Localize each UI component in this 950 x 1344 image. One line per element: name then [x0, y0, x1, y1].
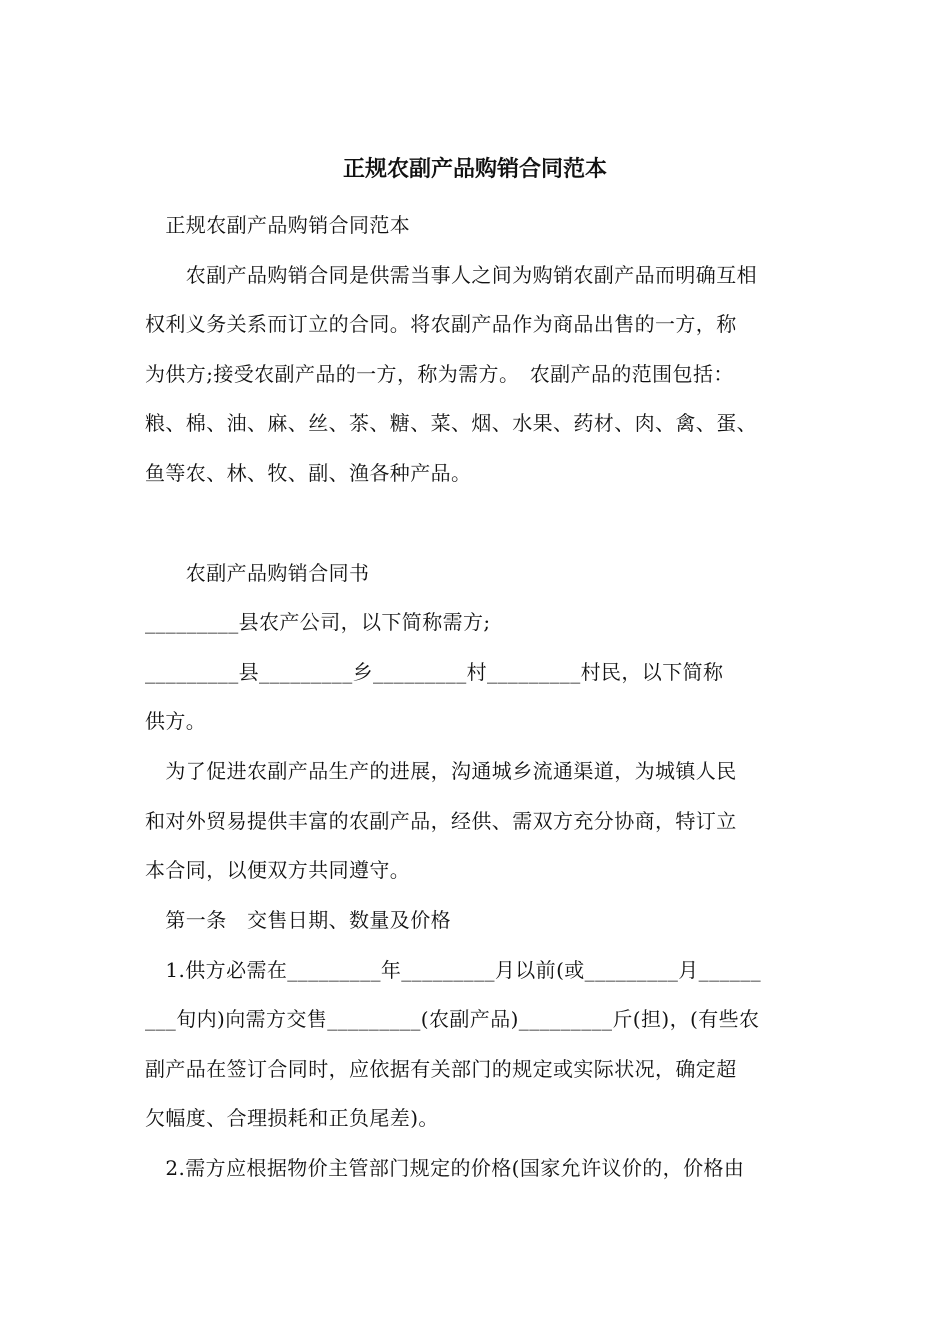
- buyer-line: _________县农产公司，以下简称需方;: [145, 610, 491, 634]
- paragraph-line: 为供方;接受农副产品的一方，称为需方。 农副产品的范围包括：: [145, 362, 734, 386]
- paragraph-line: 粮、棉、油、麻、丝、茶、糖、菜、烟、水果、药材、肉、禽、蛋、: [145, 411, 757, 435]
- clause-line: 1.供方必需在_________年_________月以前(或_________月______: [145, 958, 762, 982]
- clause-line: 副产品在签订合同时，应依据有关部门的规定或实际状况，确定超: [145, 1057, 737, 1081]
- clause-line: 欠幅度、合理损耗和正负尾差)。: [145, 1106, 439, 1130]
- document-title: 正规农副产品购销合同范本: [342, 157, 607, 182]
- supplier-line: _________县_________乡_________村_________村民，以下简称: [145, 660, 724, 684]
- paragraph-line: 鱼等农、林、牧、副、渔各种产品。: [145, 461, 472, 485]
- paragraph-line: 为了促进农副产品生产的进展，沟通城乡流通渠道，为城镇人民: [145, 759, 737, 783]
- doc-subtitle-line: 正规农副产品购销合同范本: [145, 213, 411, 237]
- article-heading-line: 第一条 交售日期、数量及价格: [145, 908, 451, 932]
- supplier-line-cont: 供方。: [145, 709, 207, 733]
- contract-heading-line: 农副产品购销合同书: [145, 561, 370, 585]
- paragraph-line: 和对外贸易提供丰富的农副产品，经供、需双方充分协商，特订立: [145, 809, 737, 833]
- paragraph-line: 农副产品购销合同是供需当事人之间为购销农副产品而明确互相: [145, 263, 757, 287]
- paragraph-line: 本合同，以便双方共同遵守。: [145, 858, 411, 882]
- clause-line: ___旬内)向需方交售_________(农副产品)_________斤(担)，(有些农: [145, 1007, 760, 1031]
- clause-line: 2.需方应根据物价主管部门规定的价格(国家允许议价的，价格由: [145, 1156, 745, 1180]
- paragraph-line: 权利义务关系而订立的合同。将农副产品作为商品出售的一方，称: [145, 312, 737, 336]
